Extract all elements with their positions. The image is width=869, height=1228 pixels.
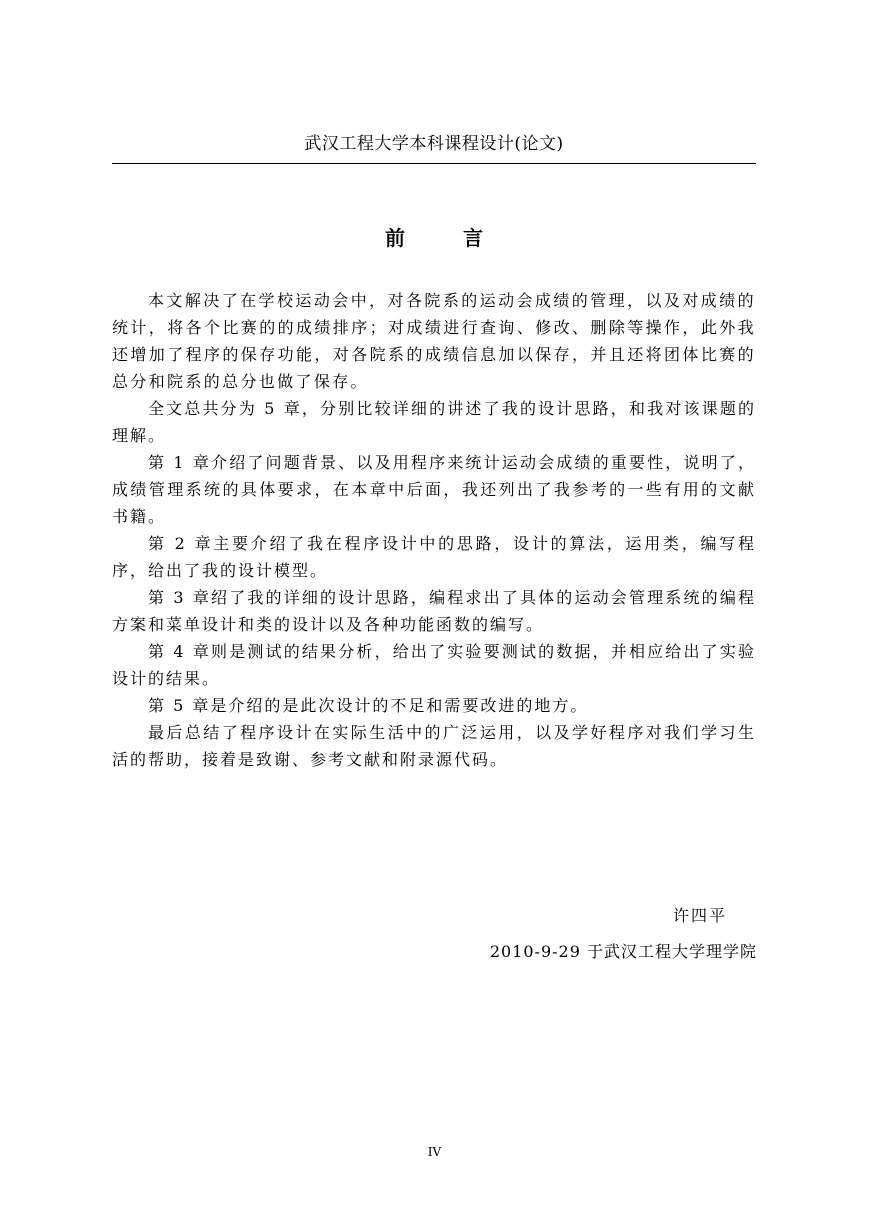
- page-number: IV: [427, 1145, 442, 1159]
- author-name: 许四平: [672, 906, 727, 925]
- paragraph: 最后总结了程序设计在实际生活中的广泛运用，以及学好程序对我们学习生活的帮助，接着是致谢、参考文献和附录源代码。: [112, 723, 756, 769]
- header-rule: [112, 163, 756, 164]
- paragraph: 全文总共分为 5 章，分别比较详细的讲述了我的设计思路，和我对该课题的理解。: [112, 399, 756, 445]
- signature-block: [490, 902, 757, 965]
- preface-body: [112, 287, 756, 773]
- paragraph: 第 1 章介绍了问题背景、以及用程序来统计运动会成绩的重要性，说明了，成绩管理系统的具体要求，在本章中后面，我还列出了我参考的一些有用的文献书籍。: [112, 453, 756, 526]
- paragraph: 第 2 章主要介绍了我在程序设计中的思路，设计的算法，运用类，编写程序，给出了我的设计模型。: [112, 534, 756, 580]
- paragraph: 第 5 章是介绍的是此次设计的不足和需要改进的地方。: [148, 696, 589, 715]
- paragraph: 第 3 章绍了我的详细的设计思路，编程求出了具体的运动会管理系统的编程方案和菜单设计和类的设计以及各种功能函数的编写。: [112, 588, 756, 634]
- section-title: [112, 224, 756, 252]
- section-title-char-2: 言: [463, 226, 483, 250]
- paragraph: 第 4 章则是测试的结果分析，给出了实验要测试的数据，并相应给出了实验设计的结果。: [112, 642, 756, 688]
- paragraph: 本文解决了在学校运动会中，对各院系的运动会成绩的管理，以及对成绩的统计，将各个比赛的的成绩排序；对成绩进行查询、修改、删除等操作，此外我还增加了程序的保存功能，对各院系的成绩信息加以保存，并且还将团体比赛的总分和院系的总分也做了保存。: [112, 291, 756, 391]
- date-and-place: 2010-9-29 于武汉工程大学理学院: [489, 942, 757, 961]
- running-header: 武汉工程大学本科课程设计(论文): [304, 134, 564, 154]
- section-title-char-1: 前: [385, 226, 405, 250]
